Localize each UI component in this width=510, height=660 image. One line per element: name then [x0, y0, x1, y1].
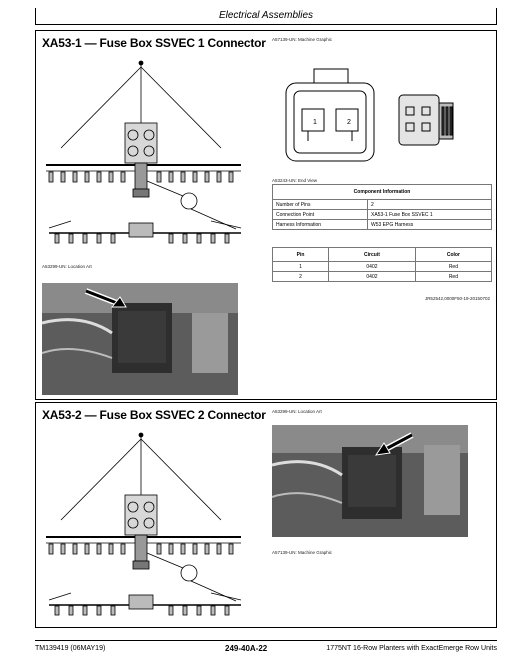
- header-title: Electrical Assemblies: [218, 10, 314, 21]
- component-info-title: Component Information: [273, 185, 492, 200]
- reference-code: JR52542,0000F50-19-20150702: [424, 296, 490, 301]
- footer-page-number: 249-40A-22: [225, 644, 268, 653]
- machine-caption: A57139-UN: Machine Graphic: [272, 550, 333, 555]
- footer-product: 1775NT 16-Row Planters with ExactEmerge Row Units: [326, 645, 497, 652]
- machine-caption: A57139-UN: Machine Graphic: [272, 37, 333, 42]
- machine-graphic: [41, 53, 263, 253]
- table-row: Harness Information W53 EPG Harness: [273, 220, 492, 230]
- component-info-table: [272, 184, 492, 230]
- page-footer: [35, 640, 497, 654]
- section-xa53-2: [35, 402, 497, 628]
- machine-graphic: [41, 425, 263, 625]
- pin-table: Pin Circuit Color 1 0402 Red 2 0402 Red: [272, 247, 492, 282]
- location-caption: A53299-UN: Location Art: [272, 409, 322, 414]
- connector-end-view: [274, 61, 474, 181]
- location-photo: [42, 283, 238, 395]
- section-title: XA53-1 — Fuse Box SSVEC 1 Connector: [42, 36, 266, 50]
- section-title: XA53-2 — Fuse Box SSVEC 2 Connector: [42, 408, 266, 422]
- pin-label-1: 1: [313, 119, 317, 126]
- table-row: Number of Pins 2: [273, 200, 492, 210]
- table-row: 2 0402 Red: [273, 272, 492, 282]
- footer-doc-id: TM139419 (06MAY19): [35, 645, 106, 652]
- table-row: 1 0402 Red: [273, 262, 492, 272]
- pin-label-2: 2: [347, 119, 351, 126]
- page-header: [35, 8, 497, 25]
- table-row: Connection Point XA53-1 Fuse Box SSVEC 1: [273, 210, 492, 220]
- end-view-caption: A53243-UN: End View: [272, 178, 317, 183]
- location-caption: A53299-UN: Location Art: [42, 264, 92, 269]
- location-photo: [272, 425, 468, 537]
- section-xa53-1: [35, 30, 497, 400]
